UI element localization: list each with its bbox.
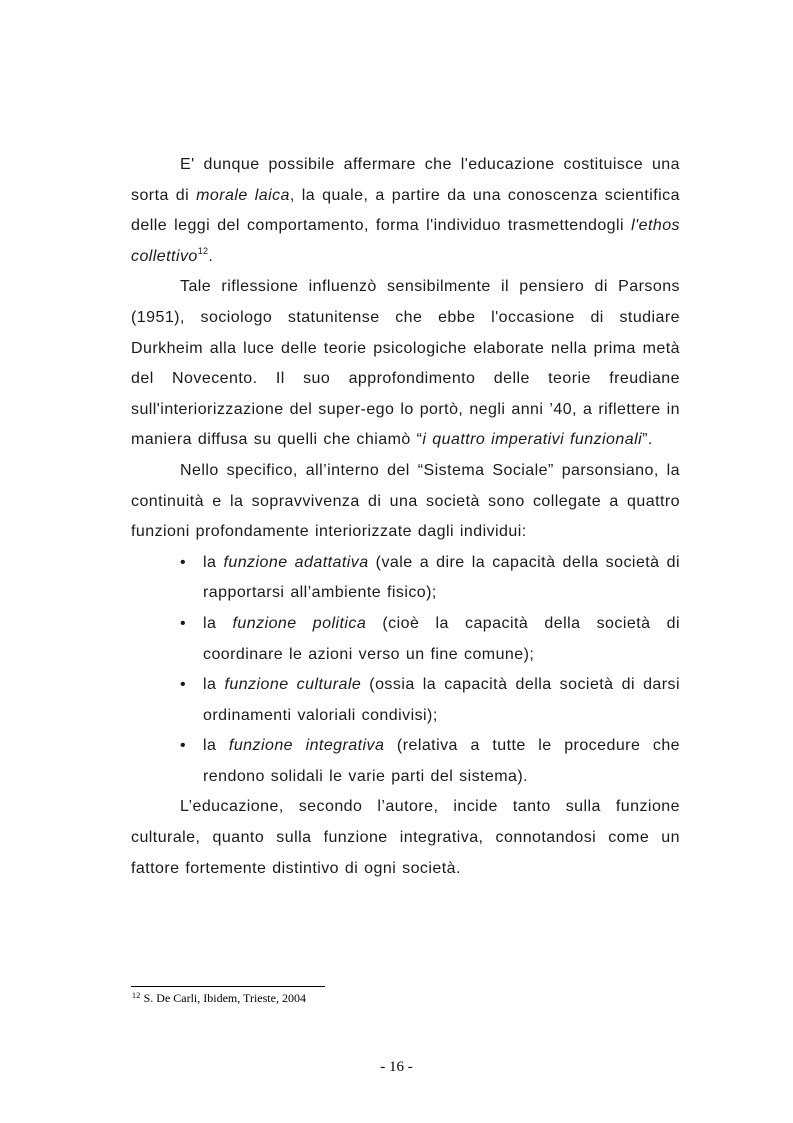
list-item-desc: (vale a dire la capacità della società di rapportarsi all’ambiente fisico); (203, 553, 680, 602)
paragraph-1 (131, 150, 680, 272)
p1-text-a: E' dunque possibile affermare che l'educazione costituisce una sorta di (131, 156, 680, 204)
list-item (131, 670, 680, 731)
list-item-term: funzione adattativa (223, 553, 369, 571)
list-item (131, 548, 680, 609)
page-body (131, 150, 680, 884)
footnote-text: S. De Carli, Ibidem, Trieste, 2004 (143, 991, 306, 1005)
list-item-term: funzione politica (232, 614, 367, 632)
p2-italic-imperativi: i quattro imperativi funzionali (422, 431, 643, 449)
paragraph-2 (131, 272, 680, 456)
bullet-icon: • (180, 614, 187, 632)
footnote (132, 991, 306, 1006)
bullet-icon: • (180, 676, 187, 694)
p2-text-c: ”. (642, 431, 653, 449)
list-item (131, 731, 680, 792)
p1-text-e: . (208, 247, 214, 265)
list-item-term: funzione culturale (224, 676, 362, 694)
list-item-lead: la (203, 553, 224, 571)
footnote-number: 12 (132, 991, 141, 1000)
bullet-icon: • (180, 553, 187, 571)
list-item-lead: la (203, 676, 225, 694)
p1-italic-morale-laica: morale laica (196, 186, 290, 204)
paragraph-3: Nello specifico, all’interno del “Sistema Sociale” parsonsiano, la continuità e la sopravvivenza di una società sono collegate a quattro funzioni profondamente interiorizzate dagli individui: (131, 461, 680, 541)
footnote-separator (131, 986, 325, 987)
footnote-reference[interactable]: 12 (197, 245, 209, 256)
list-item-lead: la (203, 614, 233, 632)
list-item-term: funzione integrativa (228, 737, 385, 755)
paragraph-4: L’educazione, secondo l’autore, incide tanto sulla funzione culturale, quanto sulla funzione integrativa, connotandosi come un fattore fortemente distintivo di ogni società. (131, 798, 680, 877)
p2-text-a: Tale riflessione influenzò sensibilmente il pensiero di Parsons (1951), sociologo statunitense che ebbe l'occasione di studiare Durkheim alla luce delle teorie psicologiche elaborate nella prima metà del Novecento. Il suo approfondimento delle teorie freudiane sull'interiorizzazione del super-ego lo portò, negli anni ’40, a riflettere in maniera diffusa su quelli che chiamò “ (131, 278, 680, 449)
list-item-desc: (cioè la capacità della società di coordinare le azioni verso un fine comune); (203, 614, 680, 663)
page-number: - 16 - (380, 1059, 413, 1075)
functions-list (131, 548, 680, 793)
bullet-icon: • (180, 737, 187, 755)
list-item-desc: (relativa a tutte le procedure che rendono solidali le varie parti del sistema). (203, 737, 681, 785)
list-item-desc: (ossia la capacità della società di darsi ordinamenti valoriali condivisi); (203, 676, 681, 724)
p1-text-c: , la quale, a partire da una conoscenza scientifica delle leggi del comportamento, forma l'individuo trasmettendogli (131, 186, 680, 235)
list-item (131, 609, 680, 670)
list-item-lead: la (203, 737, 229, 755)
p1-italic-ethos: l'ethos collettivo (131, 217, 680, 265)
